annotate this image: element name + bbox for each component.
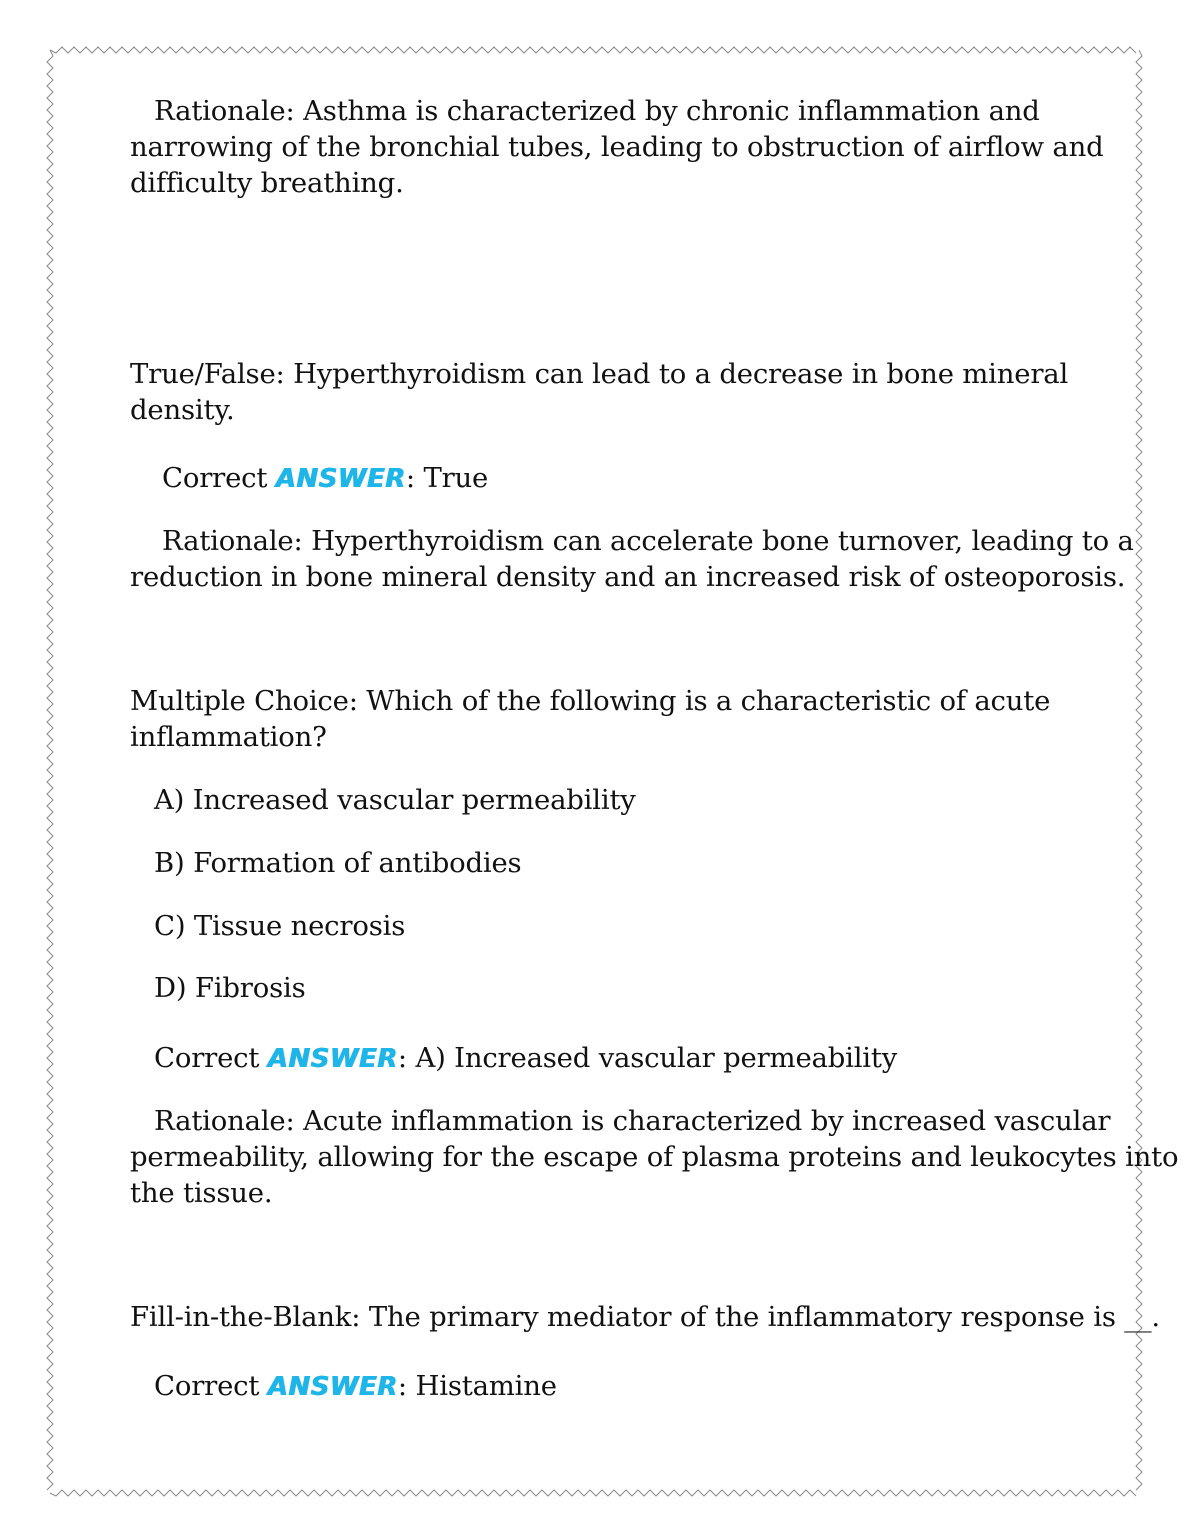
decorative-border: [46, 46, 1144, 1498]
rationale-line: permeability, allowing for the escape of plasma proteins and leukocytes into: [130, 1141, 1179, 1173]
border-left: [47, 50, 53, 1490]
rationale-line: narrowing of the bronchial tubes, leading to obstruction of airflow and: [130, 131, 1104, 163]
border-bottom: [50, 1490, 1136, 1496]
answer-keyword: ANSWER: [267, 1372, 398, 1402]
option-a: A) Increased vascular permeability: [154, 784, 636, 816]
answer-value: : Histamine: [397, 1370, 557, 1402]
option-b: B) Formation of antibodies: [154, 847, 522, 879]
rationale-line: difficulty breathing.: [130, 167, 404, 199]
question-line: inflammation?: [130, 721, 327, 753]
rationale-line: Rationale: Acute inflammation is characterized by increased vascular: [154, 1105, 1111, 1137]
answer-keyword: ANSWER: [275, 464, 406, 494]
rationale-line: reduction in bone mineral density and an increased risk of osteoporosis.: [130, 561, 1126, 593]
page-border: [46, 46, 1144, 1498]
answer-prefix: Correct: [154, 1042, 260, 1074]
question-line: True/False: Hyperthyroidism can lead to a decrease in bone mineral: [130, 358, 1069, 390]
border-right: [1136, 50, 1142, 1490]
border-top: [50, 47, 1136, 53]
rationale-line: Rationale: Asthma is characterized by chronic inflammation and: [154, 95, 1040, 127]
option-c: C) Tissue necrosis: [154, 910, 406, 942]
answer-value: : A) Increased vascular permeability: [397, 1042, 898, 1074]
question-line: density.: [130, 394, 235, 426]
correct-answer: [130, 1040, 897, 1077]
answer-keyword: ANSWER: [267, 1044, 398, 1074]
rationale-line: Rationale: Hyperthyroidism can accelerate bone turnover, leading to a: [162, 525, 1134, 557]
answer-prefix: Correct: [162, 462, 268, 494]
correct-answer: [130, 1368, 557, 1405]
correct-answer: [130, 460, 488, 497]
option-d: D) Fibrosis: [154, 972, 306, 1004]
rationale-line: the tissue.: [130, 1177, 273, 1209]
question-line: Multiple Choice: Which of the following is a characteristic of acute: [130, 685, 1051, 717]
answer-value: : True: [405, 462, 489, 494]
question-line: Fill-in-the-Blank: The primary mediator of the inflammatory response is __.: [130, 1301, 1160, 1333]
answer-prefix: Correct: [154, 1370, 260, 1402]
